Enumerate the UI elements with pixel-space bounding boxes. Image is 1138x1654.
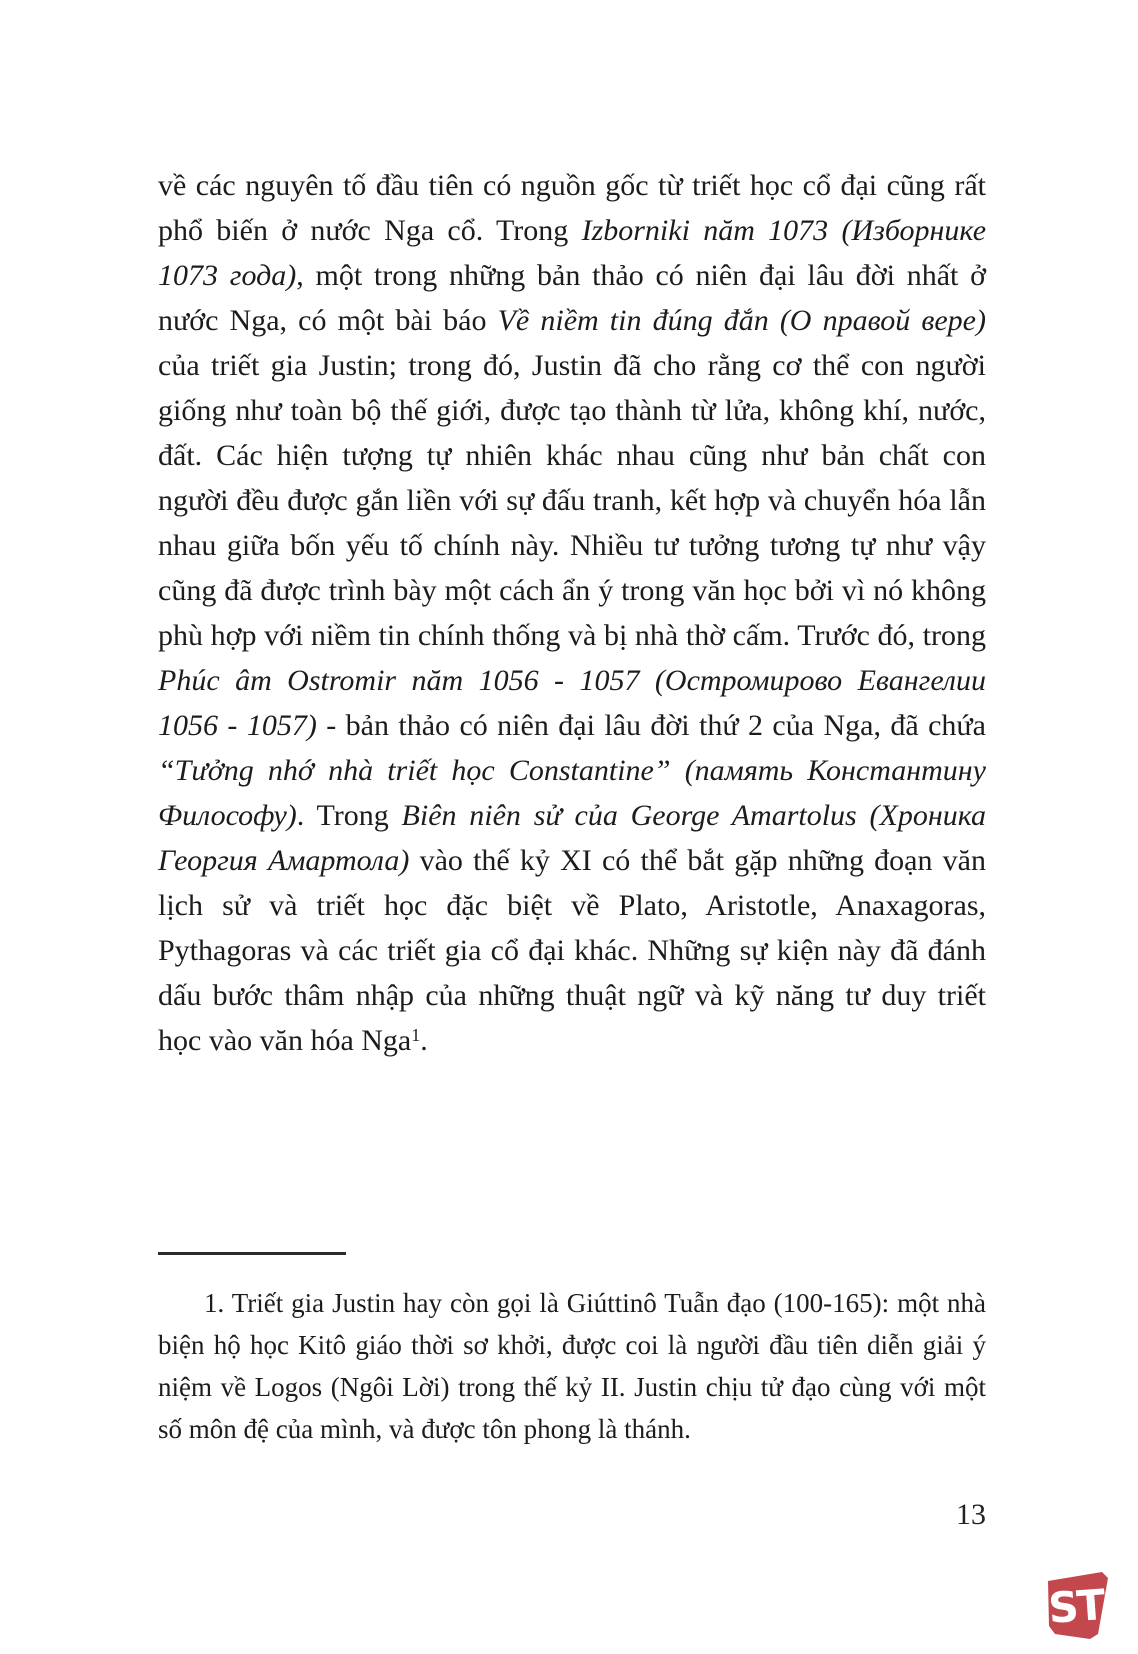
page-number: 13 — [956, 1498, 986, 1531]
body-text: về các nguyên tố đầu tiên có nguồn gốc từ triết học cổ đại cũng rất phổ biến ở nước Nga cổ. Trong Izborniki năm 1073 (Изборнике 1073 года), một trong những bản thảo có niên đại lâu đời nhất ở nước Nga, có một bài báo Về niềm tin đúng đắn (О правой вере) của triết gia Justin; trong đó, Justin đã cho rằng cơ thể con người giống như toàn bộ thế giới, được tạo thành từ lửa, không khí, nước, đất. Các hiện tượng tự nhiên khác nhau cũng như bản chất con người đều được gắn liền với sự đấu tranh, kết hợp và chuyển hóa lẫn nhau giữa bốn yếu tố chính này. Nhiều tư tưởng tương tự như vậy cũng đã được trình bày một cách ẩn ý trong văn học bởi vì nó không phù hợp với niềm tin chính thống và bị nhà thờ cấm. Trước đó, trong Phúc âm Ostromir năm 1056 - 1057 (Остромирово Евангелии 1056 - 1057) - bản thảo có niên đại lâu đời thứ 2 của Nga, đã chứa “Tưởng nhớ nhà triết học Constantine” (память Константину Философу). Trong Biên niên sử của George Amartolus (Хроника Георгия Амартола) vào thế kỷ XI có thể bắt gặp những đoạn văn lịch sử và triết học đặc biệt về Plato, Aristotle, Anaxagoras, Pythagoras và các triết gia cổ đại khác. Những sự kiện này đã đánh dấu bước thâm nhập của những thuật ngữ và kỹ năng tư duy triết học vào văn hóa Nga$^1$. — [158, 169, 987, 1057]
publisher-logo-icon — [1040, 1568, 1112, 1644]
footnote-separator — [158, 1252, 346, 1255]
logo-text: ST — [1046, 1580, 1105, 1633]
footnote-text: 1. Triết gia Justin hay còn gọi là Giúttinô Tuẫn đạo (100-165): một nhà biện hộ học Kitô giáo thời sơ khởi, được coi là người đầu tiên diễn giải ý niệm về Logos (Ngôi Lời) trong thế kỷ II. Justin chịu tử đạo cùng với một số môn đệ của mình, và được tôn phong là thánh. — [158, 1288, 986, 1444]
